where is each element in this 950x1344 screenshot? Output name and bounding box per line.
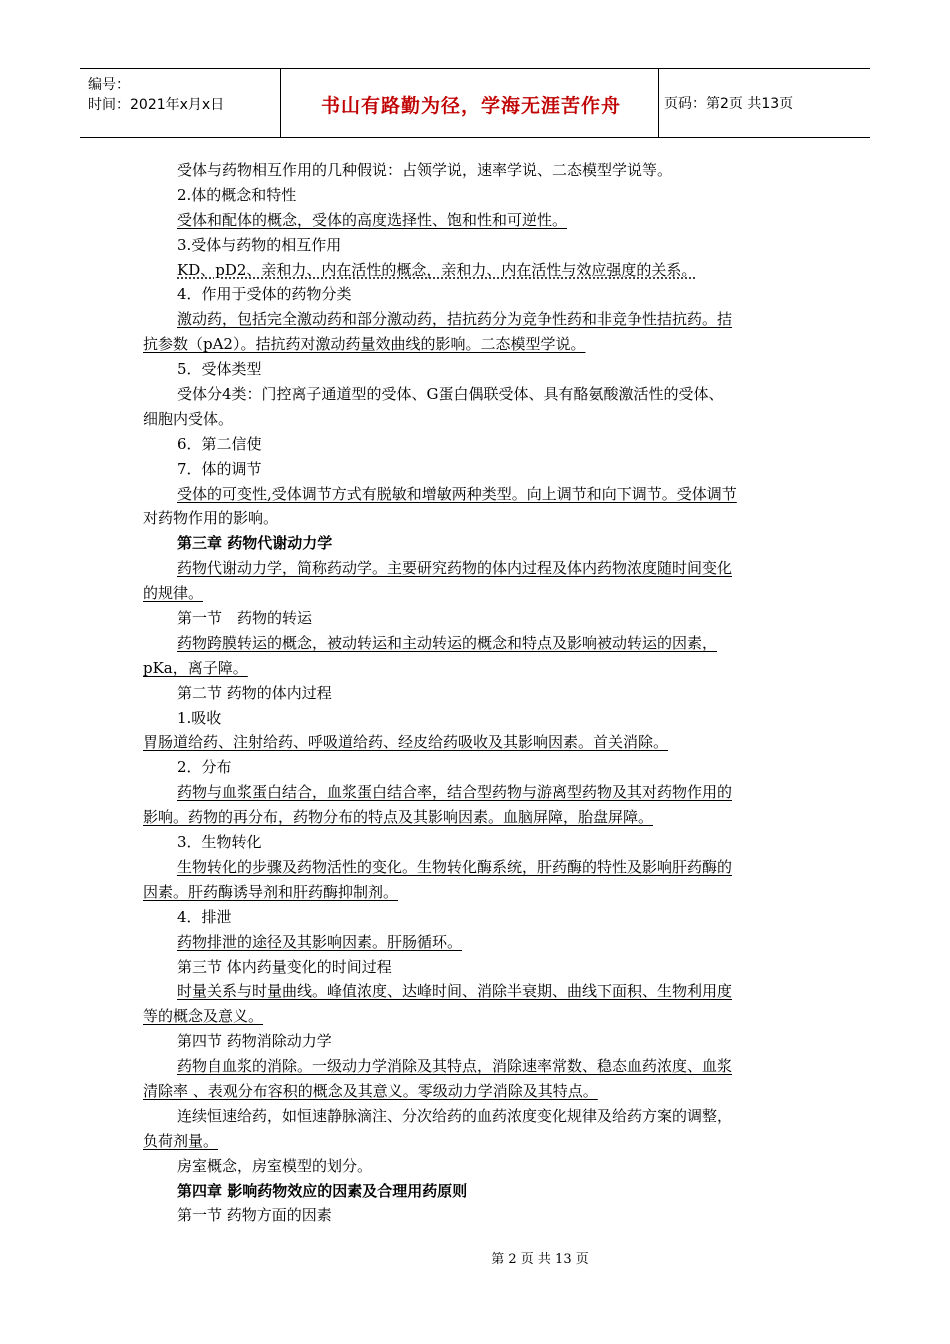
section-heading: 第一节 药物方面的因素: [177, 1206, 332, 1225]
text-line: pKa，离子障。: [143, 658, 248, 677]
text-line: 药物跨膜转运的概念，被动转运和主动转运的概念和特点及影响被动转运的因素，: [177, 633, 718, 652]
time-label: 时间：2021年x月x日: [88, 97, 225, 113]
header-page-info: 页码：第2页 共13页: [664, 96, 794, 112]
text-line: 因素。肝药酶诱导剂和肝药酶抑制剂。: [143, 882, 399, 901]
text-line: 抗参数（pA2）。拮抗药对激动药量效曲线的影响。二态模型学说。: [143, 335, 586, 354]
text-line: 房室概念，房室模型的划分。: [177, 1156, 373, 1175]
text-line: 的规律。: [143, 584, 204, 603]
text-line: 连续恒速给药，如恒速静脉滴注、分次给药的血药浓度变化规律及给药方案的调整，: [177, 1106, 733, 1125]
section-heading: 2．分布: [177, 758, 232, 777]
text-line: 药物自血浆的消除。一级动力学消除及其特点，消除速率常数、稳态血药浓度、血浆: [177, 1057, 733, 1076]
text-line: 药物代谢动力学，简称药动学。主要研究药物的体内过程及体内药物浓度随时间变化: [177, 559, 733, 578]
section-heading: 第三节 体内药量变化的时间过程: [177, 957, 392, 976]
section-heading: 3．生物转化: [177, 833, 262, 852]
text-line: 药物与血浆蛋白结合，血浆蛋白结合率，结合型药物与游离型药物及其对药物作用的: [177, 783, 733, 802]
header-meta: [88, 75, 224, 115]
text-line: 负荷剂量。: [143, 1131, 219, 1150]
section-heading: 4．作用于受体的药物分类: [177, 285, 352, 304]
section-heading: 第二节 药物的体内过程: [177, 683, 332, 702]
section-heading: 3.受体与药物的相互作用: [177, 235, 342, 254]
text-line: 生物转化的步骤及药物活性的变化。生物转化酶系统，肝药酶的特性及影响肝药酶的: [177, 857, 733, 876]
text-line: 受体和配体的概念，受体的高度选择性、饱和性和可逆性。: [177, 210, 568, 229]
text-line: 受体与药物相互作用的几种假说：占领学说，速率学说、二态模型学说等。: [177, 161, 673, 179]
text-line: 对药物作用的影响。: [143, 509, 279, 528]
page-header: [80, 68, 870, 138]
text-line: 细胞内受体。: [143, 409, 234, 428]
text-line: 药物排泄的途径及其影响因素。肝肠循环。: [177, 932, 463, 951]
section-heading: 6．第二信使: [177, 434, 262, 453]
section-heading: 5．受体类型: [177, 360, 262, 379]
text-line: 时量关系与时量曲线。峰值浓度、达峰时间、消除半衰期、曲线下面积、生物利用度: [177, 982, 733, 1001]
chapter-heading: 第三章 药物代谢动力学: [177, 534, 333, 553]
number-label: 编号：: [88, 77, 130, 93]
text-line: 胃肠道给药、注射给药、呼吸道给药、经皮给药吸收及其影响因素。首关消除。: [143, 733, 669, 752]
text-line: 激动药，包括完全激动药和部分激动药，拮抗药分为竞争性药和非竞争性拮抗药。拮: [177, 310, 733, 329]
header-divider-right: [658, 69, 659, 137]
section-heading: 4．排泄: [177, 907, 232, 926]
text-line: 等的概念及意义。: [143, 1007, 264, 1026]
section-heading: 7．体的调节: [177, 459, 262, 478]
text-line: 受体的可变性,受体调节方式有脱敏和增敏两种类型。向上调节和向下调节。受体调节: [177, 484, 737, 503]
chapter-heading: 第四章 影响药物效应的因素及合理用药原则: [177, 1181, 468, 1200]
text-line: 清除率 、表观分布容积的概念及其意义。零级动力学消除及其特点。: [143, 1081, 598, 1100]
document-body: [143, 158, 813, 1228]
text-line: KD、pD2、亲和力、内在活性的概念，亲和力、内在活性与效应强度的关系。: [177, 260, 697, 279]
section-heading: 第一节 药物的转运: [177, 609, 313, 628]
text-line: 影响。药物的再分布，药物分布的特点及其影响因素。血脑屏障，胎盘屏障。: [143, 808, 654, 827]
section-heading: 第四节 药物消除动力学: [177, 1032, 332, 1051]
header-divider-left: [280, 69, 281, 137]
header-motto: 书山有路勤为径，学海无涯苦作舟: [320, 95, 621, 117]
section-heading: 2.体的概念和特性: [177, 185, 297, 204]
page-footer: 第 2 页 共 13 页: [491, 1252, 589, 1267]
text-line: 受体分4类：门控离子通道型的受体、G蛋白偶联受体、具有酪氨酸激活性的受体、: [177, 385, 724, 404]
section-heading: 1.吸收: [177, 708, 222, 727]
